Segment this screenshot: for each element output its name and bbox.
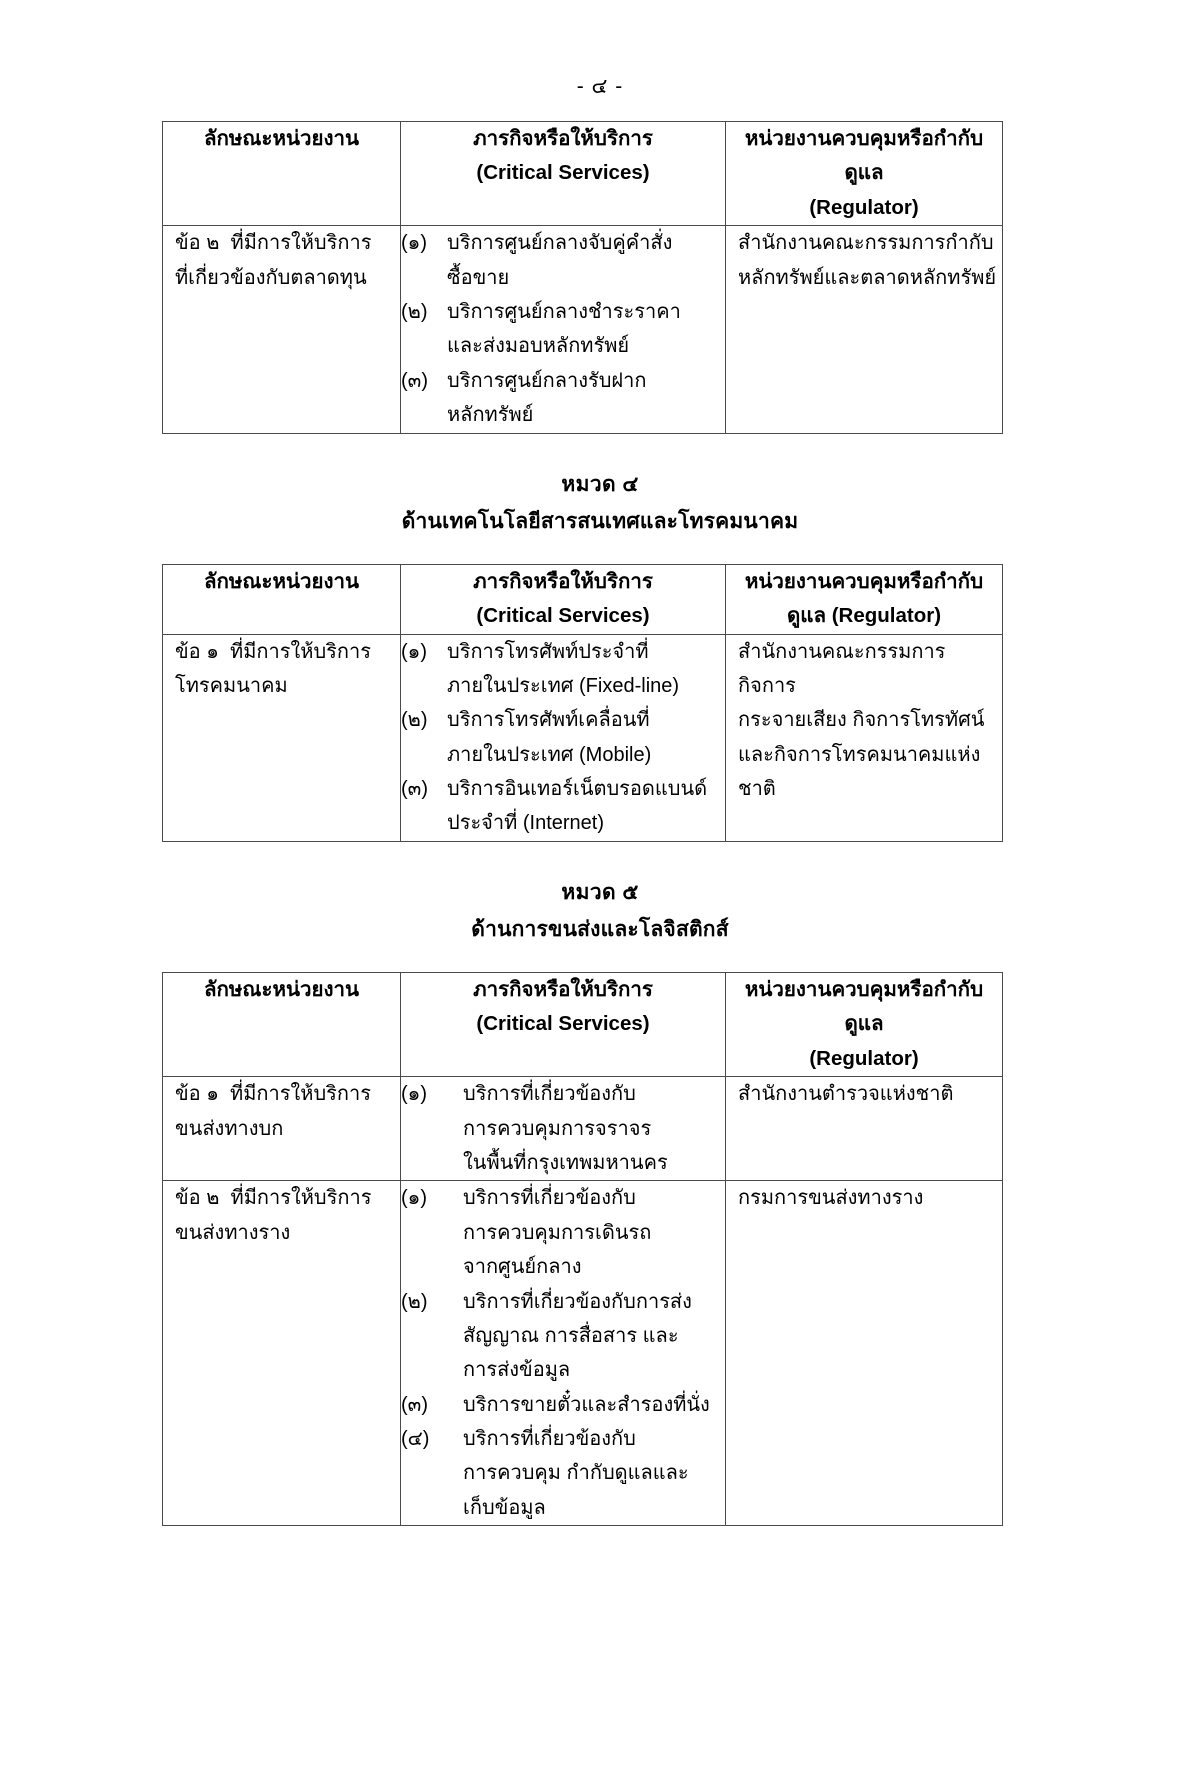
header-org-type bbox=[163, 564, 401, 634]
cell-org-type bbox=[163, 1181, 401, 1526]
service-item bbox=[401, 1422, 725, 1525]
service-item-number: (๓) bbox=[401, 369, 428, 392]
service-text-line: บริการโทรศัพท์ประจำที่ bbox=[447, 640, 649, 663]
header-regulator bbox=[726, 972, 1003, 1076]
service-item bbox=[401, 226, 725, 295]
section-heading-chapter-4: หมวด ๔ bbox=[561, 472, 639, 496]
header-regulator-line2: ดูแล (Regulator) bbox=[786, 604, 942, 628]
header-critical-services bbox=[401, 972, 726, 1076]
table-header-row bbox=[163, 122, 1003, 226]
service-item bbox=[401, 1077, 725, 1180]
ict-table bbox=[162, 564, 1003, 842]
header-regulator-line1: หน่วยงานควบคุมหรือกำกับดูแล bbox=[744, 127, 984, 185]
org-type-line: ข้อ ๒ ที่มีการให้บริการ bbox=[175, 232, 372, 255]
cell-org-type bbox=[163, 1077, 401, 1181]
section-heading-chapter-5: หมวด ๕ bbox=[561, 880, 639, 904]
regulator-line: สำนักงานตำรวจแห่งชาติ bbox=[738, 1083, 954, 1106]
service-item bbox=[401, 1285, 725, 1388]
header-org-type-line1: ลักษณะหน่วยงาน bbox=[203, 127, 360, 150]
regulator-line: และกิจการโทรคมนาคมแห่งชาติ bbox=[738, 743, 981, 801]
service-text-line: สัญญาณ การสื่อสาร และ bbox=[463, 1324, 679, 1347]
service-text-line: และส่งมอบหลักทรัพย์ bbox=[447, 335, 630, 358]
cell-critical-services bbox=[401, 1181, 726, 1526]
service-text-line: บริการที่เกี่ยวข้องกับ bbox=[463, 1187, 636, 1210]
capital-market-table-wrapper bbox=[162, 121, 1002, 434]
service-text-line: การควบคุมการจราจร bbox=[463, 1117, 652, 1140]
service-text-line: บริการที่เกี่ยวข้องกับการส่ง bbox=[463, 1290, 692, 1313]
regulator-line: หลักทรัพย์และตลาดหลักทรัพย์ bbox=[738, 266, 997, 289]
org-type-line: ขนส่งทางราง bbox=[175, 1221, 291, 1244]
org-type-line: ที่เกี่ยวข้องกับตลาดทุน bbox=[175, 266, 367, 289]
service-item-text bbox=[447, 635, 725, 704]
service-item-text bbox=[447, 772, 725, 841]
header-critical-services bbox=[401, 564, 726, 634]
table-row bbox=[163, 1181, 1003, 1526]
table-header-row bbox=[163, 564, 1003, 634]
header-org-type-line1: ลักษณะหน่วยงาน bbox=[203, 977, 360, 1001]
service-item-text bbox=[463, 1285, 725, 1388]
service-item-text bbox=[463, 1388, 725, 1422]
transport-table-wrapper bbox=[162, 972, 1002, 1526]
table-header-row bbox=[163, 972, 1003, 1076]
header-critical-services bbox=[401, 122, 726, 226]
service-text-line: การส่งข้อมูล bbox=[463, 1359, 571, 1382]
regulator-line: สำนักงานคณะกรรมการกำกับ bbox=[738, 232, 994, 255]
header-critical-services-line1: ภารกิจหรือให้บริการ bbox=[473, 569, 653, 593]
cell-org-type bbox=[163, 226, 401, 433]
service-item bbox=[401, 364, 725, 433]
service-item-number: (๑) bbox=[401, 640, 428, 663]
header-org-type bbox=[163, 972, 401, 1076]
cell-regulator bbox=[726, 1181, 1003, 1526]
header-critical-services-line1: ภารกิจหรือให้บริการ bbox=[473, 127, 653, 150]
header-regulator-line1: หน่วยงานควบคุมหรือกำกับ bbox=[744, 569, 984, 593]
service-item-number: (๓) bbox=[401, 1393, 428, 1416]
header-critical-services-line1: ภารกิจหรือให้บริการ bbox=[473, 977, 653, 1001]
service-text-line: การควบคุมการเดินรถ bbox=[463, 1221, 652, 1244]
table-row bbox=[163, 1077, 1003, 1181]
org-type-line: ขนส่งทางบก bbox=[175, 1117, 284, 1140]
table-row bbox=[163, 634, 1003, 841]
service-item-text bbox=[447, 364, 725, 433]
service-item-text bbox=[447, 295, 725, 364]
header-org-type bbox=[163, 122, 401, 226]
service-item bbox=[401, 295, 725, 364]
service-text-line: ภายในประเทศ (Fixed-line) bbox=[447, 674, 680, 697]
service-text-line: บริการโทรศัพท์เคลื่อนที่ bbox=[447, 709, 650, 732]
header-regulator bbox=[726, 564, 1003, 634]
service-text-line: บริการศูนย์กลางรับฝาก bbox=[447, 369, 647, 392]
regulator-line: สำนักงานคณะกรรมการกิจการ bbox=[738, 640, 946, 697]
service-text-line: ในพื้นที่กรุงเทพมหานคร bbox=[463, 1151, 668, 1174]
cell-regulator bbox=[726, 226, 1003, 433]
service-text-line: บริการศูนย์กลางจับคู่คำสั่ง bbox=[447, 232, 673, 255]
service-item bbox=[401, 635, 725, 704]
page-number: - ๔ - bbox=[576, 75, 624, 98]
ict-table-wrapper bbox=[162, 564, 1002, 842]
service-item bbox=[401, 772, 725, 841]
regulator-line: กระจายเสียง กิจการโทรทัศน์ bbox=[738, 709, 985, 732]
service-item-text bbox=[447, 226, 725, 295]
section-subheading-chapter-5: ด้านการขนส่งและโลจิสติกส์ bbox=[471, 917, 729, 941]
header-critical-services-line2: (Critical Services) bbox=[476, 161, 650, 185]
service-text-line: ภายในประเทศ (Mobile) bbox=[447, 743, 652, 766]
service-text-line: จากศูนย์กลาง bbox=[463, 1256, 582, 1279]
service-item-number: (๑) bbox=[401, 1083, 428, 1106]
service-item-text bbox=[463, 1077, 725, 1180]
org-type-line: โทรคมนาคม bbox=[175, 674, 288, 697]
org-type-line: ข้อ ๑ ที่มีการให้บริการ bbox=[175, 640, 371, 663]
service-item-number: (๑) bbox=[401, 232, 428, 255]
service-item-number: (๒) bbox=[401, 301, 428, 324]
service-item bbox=[401, 1181, 725, 1284]
cell-org-type bbox=[163, 634, 401, 841]
cell-critical-services bbox=[401, 226, 726, 433]
service-item-number: (๔) bbox=[401, 1428, 430, 1451]
org-type-line: ข้อ ๑ ที่มีการให้บริการ bbox=[175, 1083, 371, 1106]
header-regulator bbox=[726, 122, 1003, 226]
transport-table bbox=[162, 972, 1003, 1526]
service-item-text bbox=[463, 1422, 725, 1525]
service-text-line: บริการที่เกี่ยวข้องกับ bbox=[463, 1083, 636, 1106]
service-text-line: บริการขายตั๋วและสำรองที่นั่ง bbox=[463, 1393, 710, 1416]
service-text-line: บริการที่เกี่ยวข้องกับ bbox=[463, 1428, 636, 1451]
header-regulator-line2: (Regulator) bbox=[809, 1046, 919, 1070]
org-type-line: ข้อ ๒ ที่มีการให้บริการ bbox=[175, 1187, 372, 1210]
cell-critical-services bbox=[401, 634, 726, 841]
cell-critical-services bbox=[401, 1077, 726, 1181]
service-item-text bbox=[463, 1181, 725, 1284]
header-critical-services-line2: (Critical Services) bbox=[476, 1012, 650, 1036]
header-org-type-line1: ลักษณะหน่วยงาน bbox=[203, 569, 360, 593]
service-text-line: ซื้อขาย bbox=[447, 266, 510, 289]
service-item-number: (๒) bbox=[401, 709, 428, 732]
service-item bbox=[401, 703, 725, 772]
service-text-line: เก็บข้อมูล bbox=[463, 1496, 546, 1519]
service-text-line: การควบคุม กำกับดูแลและ bbox=[463, 1462, 689, 1485]
cell-regulator bbox=[726, 634, 1003, 841]
header-critical-services-line2: (Critical Services) bbox=[476, 604, 650, 628]
service-item-number: (๓) bbox=[401, 778, 428, 801]
service-item bbox=[401, 1388, 725, 1422]
service-text-line: บริการอินเทอร์เน็ตบรอดแบนด์ bbox=[447, 778, 708, 801]
header-regulator-line2: (Regulator) bbox=[809, 195, 919, 219]
capital-market-table bbox=[162, 121, 1003, 434]
service-text-line: บริการศูนย์กลางชำระราคา bbox=[447, 301, 681, 324]
document-page bbox=[0, 70, 1200, 1767]
table-row bbox=[163, 226, 1003, 433]
header-regulator-line1: หน่วยงานควบคุมหรือกำกับดูแล bbox=[744, 977, 984, 1036]
service-item-number: (๒) bbox=[401, 1290, 428, 1313]
section-subheading-chapter-4: ด้านเทคโนโลยีสารสนเทศและโทรคมนาคม bbox=[401, 509, 799, 533]
service-text-line: หลักทรัพย์ bbox=[447, 404, 534, 427]
cell-regulator bbox=[726, 1077, 1003, 1181]
regulator-line: กรมการขนส่งทางราง bbox=[738, 1187, 924, 1210]
service-item-number: (๑) bbox=[401, 1187, 428, 1210]
service-item-text bbox=[447, 703, 725, 772]
service-text-line: ประจำที่ (Internet) bbox=[447, 812, 605, 835]
